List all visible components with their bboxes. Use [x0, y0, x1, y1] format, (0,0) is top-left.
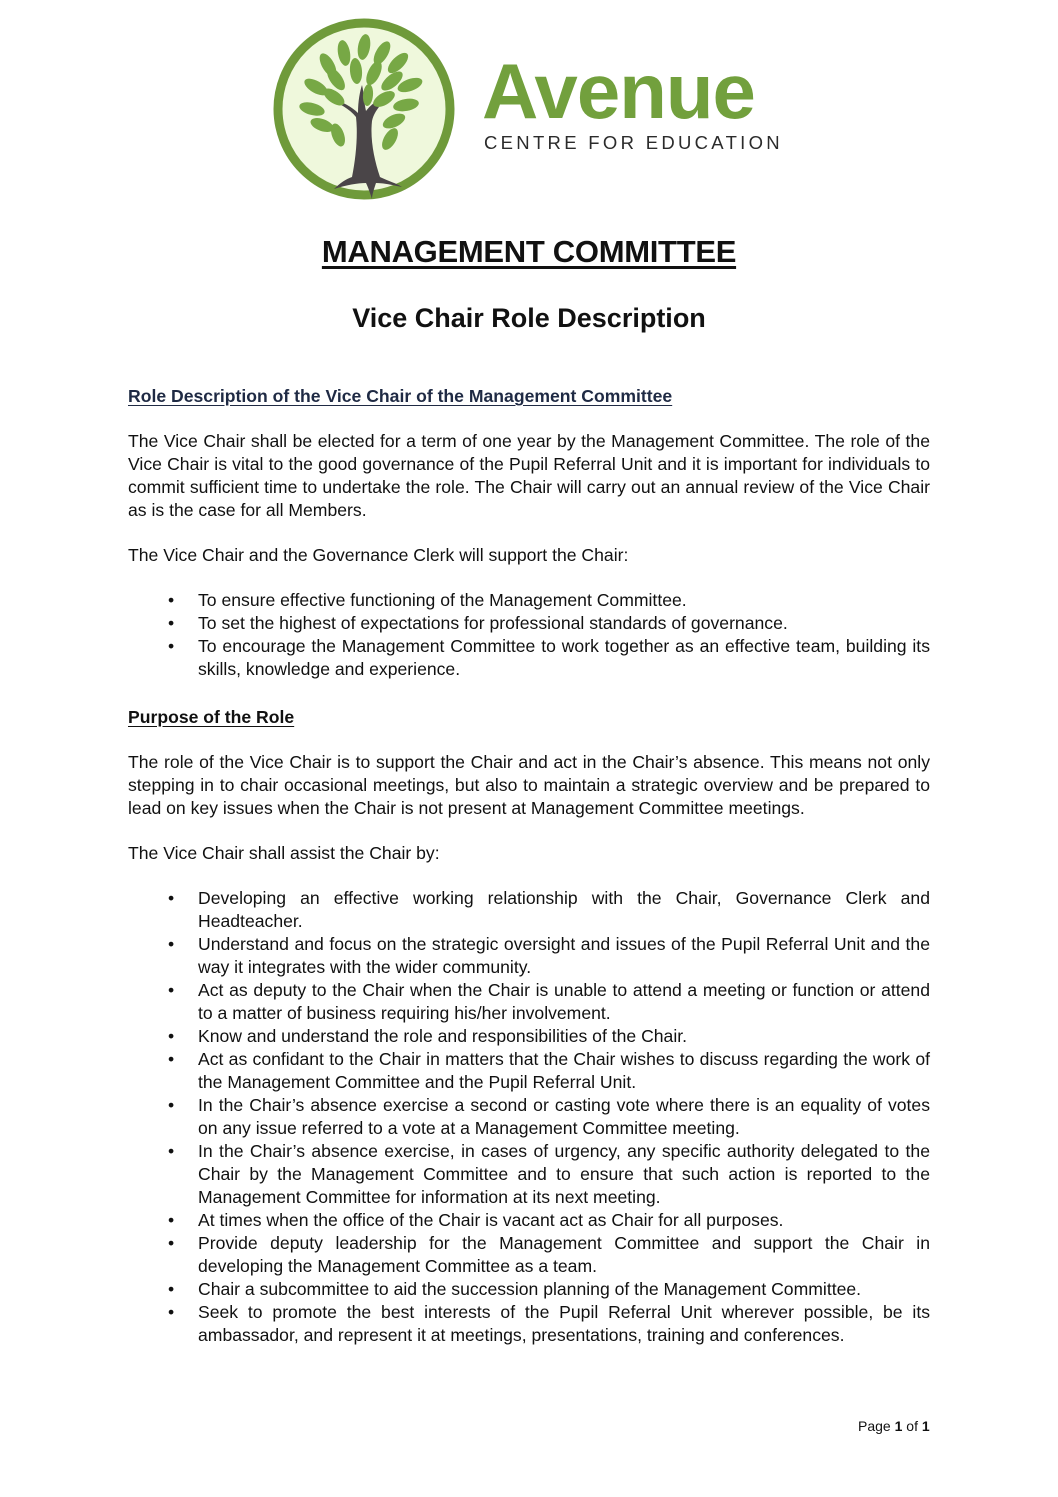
paragraph-intro: The Vice Chair shall assist the Chair by: — [128, 843, 440, 863]
list-item: • In the Chair’s absence exercise, in cases of urgency, any specific authority delegated to the Chair by the Management Committee and to ensure that such action is reported to the Management Committee for information at its next meeting. — [168, 1141, 930, 1207]
brand-tagline: CENTRE FOR EDUCATION — [484, 132, 783, 153]
bullet-list — [128, 589, 930, 681]
bullet-icon: • — [168, 636, 175, 656]
list-item: • Act as confidant to the Chair in matters that the Chair wishes to discuss regarding the work of the Management Committee and the Pupil Referral Unit. — [168, 1049, 930, 1092]
list-item: • To ensure effective functioning of the Management Committee. — [168, 590, 687, 610]
page-subtitle: Vice Chair Role Description — [352, 303, 706, 333]
bullet-icon: • — [168, 1302, 175, 1322]
list-item: • Know and understand the role and responsibilities of the Chair. — [168, 1026, 688, 1046]
page-title: MANAGEMENT COMMITTEE — [321, 234, 737, 269]
page-number: Page 1 of 1 — [858, 1418, 930, 1434]
bullet-icon: • — [168, 934, 175, 954]
bullet-icon: • — [168, 1279, 175, 1299]
current-page: 1 — [894, 1418, 903, 1434]
bullet-icon: • — [168, 980, 175, 1000]
bullet-icon: • — [168, 888, 175, 908]
bullet-icon: • — [168, 1026, 175, 1046]
list-item: • Act as deputy to the Chair when the Chair is unable to attend a meeting or function or attend to a matter of business requiring his/her involvement. — [168, 980, 930, 1023]
section-heading: Role Description of the Vice Chair of the Management Committee — [128, 386, 673, 406]
list-item: • Chair a subcommittee to aid the succession planning of the Management Committee. — [168, 1279, 862, 1299]
paragraph: The role of the Vice Chair is to support the Chair and act in the Chair’s absence. This means not only stepping in to chair occasional meetings, but also to maintain a strategic overview and be prepared to lead on key issues when the Chair is not present at Management Committee meetings. — [128, 752, 930, 818]
bullet-icon: • — [168, 613, 175, 633]
tree-logo-icon — [272, 17, 456, 201]
list-item: • Developing an effective working relationship with the Chair, Governance Clerk and Headteacher. — [168, 888, 930, 931]
bullet-icon: • — [168, 1141, 175, 1161]
paragraph: The Vice Chair shall be elected for a term of one year by the Management Committee. The role of the Vice Chair is vital to the good governance of the Pupil Referral Unit and it is important for individuals to commit sufficient time to undertake the role. The Chair will carry out an annual review of the Vice Chair as is the case for all Members. — [128, 431, 930, 520]
bullet-list — [128, 887, 930, 1347]
list-item: • Understand and focus on the strategic oversight and issues of the Pupil Referral Unit and the way it integrates with the wider community. — [168, 934, 930, 977]
list-item: • To encourage the Management Committee to work together as an effective team, building its skills, knowledge and experience. — [168, 636, 930, 679]
list-item: • At times when the office of the Chair is vacant act as Chair for all purposes. — [168, 1210, 784, 1230]
bullet-icon: • — [168, 1095, 175, 1115]
bullet-icon: • — [168, 1049, 175, 1069]
bullet-icon: • — [168, 1210, 175, 1230]
list-item: • In the Chair’s absence exercise a second or casting vote where there is an equality of votes on any issue referred to a vote at a Management Committee meeting. — [168, 1095, 930, 1138]
section-purpose-of-role — [128, 706, 930, 1347]
total-pages: 1 — [921, 1418, 930, 1434]
brand-name: Avenue — [482, 47, 755, 135]
bullet-icon: • — [168, 590, 175, 610]
list-item: • Provide deputy leadership for the Management Committee and support the Chair in developing the Management Committee as a team. — [168, 1233, 930, 1276]
section-heading: Purpose of the Role — [128, 707, 295, 727]
section-role-description — [128, 385, 930, 681]
paragraph-intro: The Vice Chair and the Governance Clerk will support the Chair: — [128, 545, 629, 565]
list-item: • To set the highest of expectations for professional standards of governance. — [168, 613, 788, 633]
bullet-icon: • — [168, 1233, 175, 1253]
list-item: • Seek to promote the best interests of the Pupil Referral Unit wherever possible, be its ambassador, and represent it at meetings, presentations, training and conferences. — [168, 1302, 930, 1345]
